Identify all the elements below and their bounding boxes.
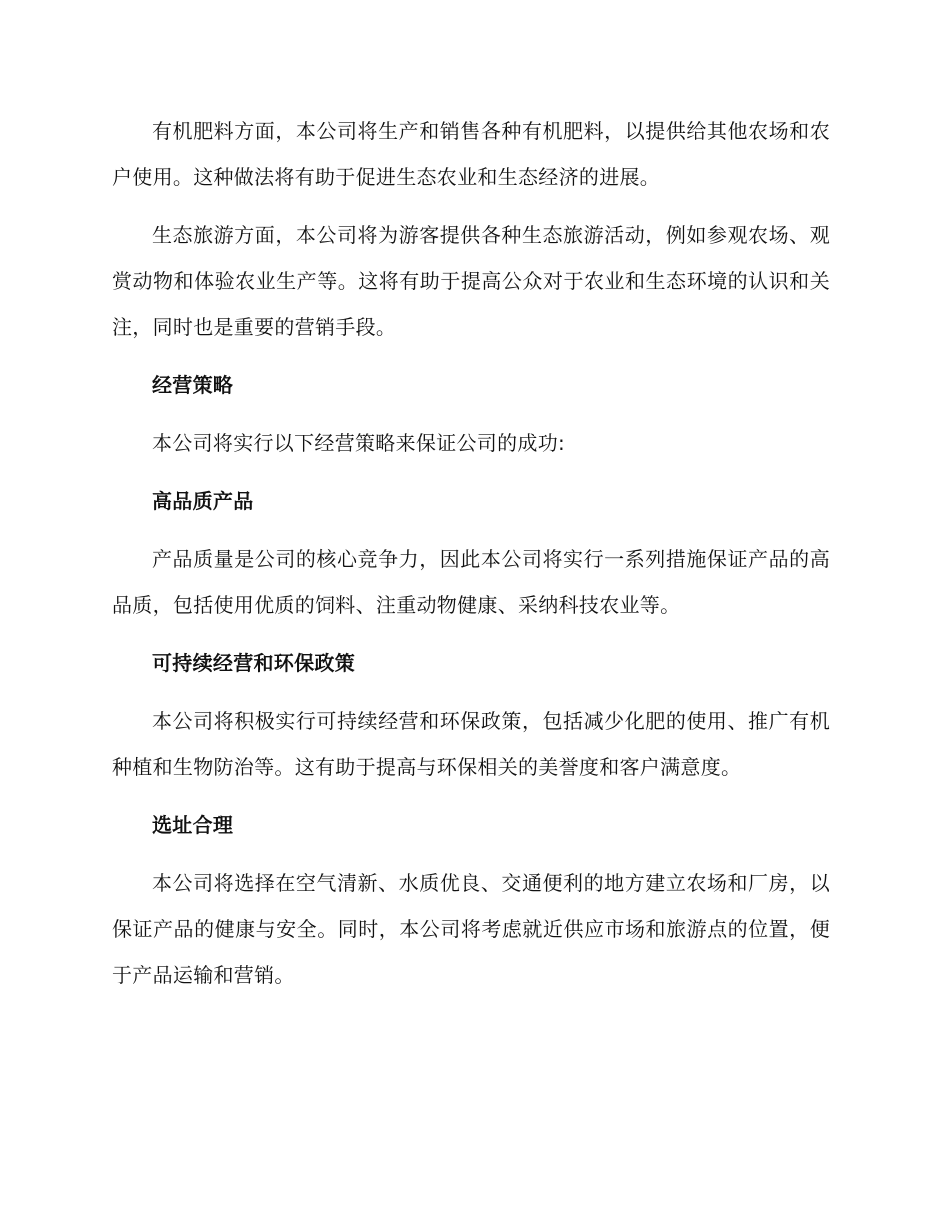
heading-business-strategy: 经营策略 (152, 373, 234, 397)
document-body (112, 108, 830, 1010)
heading-site-selection: 选址合理 (152, 813, 234, 837)
paragraph-strategy-intro: 本公司将实行以下经营策略来保证公司的成功: (152, 431, 566, 455)
paragraph-product-quality: 产品质量是公司的核心竞争力，因此本公司将实行一系列措施保证产品的高品质，包括使用优质的饲料、注重动物健康、采纳科技农业等。 (112, 547, 830, 617)
heading-sustainability-policy: 可持续经营和环保政策 (152, 651, 355, 675)
heading-high-quality-products: 高品质产品 (152, 489, 254, 513)
paragraph-organic-fertilizer: 有机肥料方面，本公司将生产和销售各种有机肥料，以提供给其他农场和农户使用。这种做法将有助于促进生态农业和生态经济的进展。 (112, 119, 830, 189)
paragraph-site-selection: 本公司将选择在空气清新、水质优良、交通便利的地方建立农场和厂房，以保证产品的健康与安全。同时，本公司将考虑就近供应市场和旅游点的位置，便于产品运输和营销。 (112, 871, 830, 987)
paragraph-eco-tourism: 生态旅游方面，本公司将为游客提供各种生态旅游活动，例如参观农场、观赏动物和体验农业生产等。这将有助于提高公众对于农业和生态环境的认识和关注，同时也是重要的营销手段。 (112, 223, 830, 339)
paragraph-sustainability: 本公司将积极实行可持续经营和环保政策，包括减少化肥的使用、推广有机种植和生物防治等。这有助于提高与环保相关的美誉度和客户满意度。 (112, 709, 830, 779)
